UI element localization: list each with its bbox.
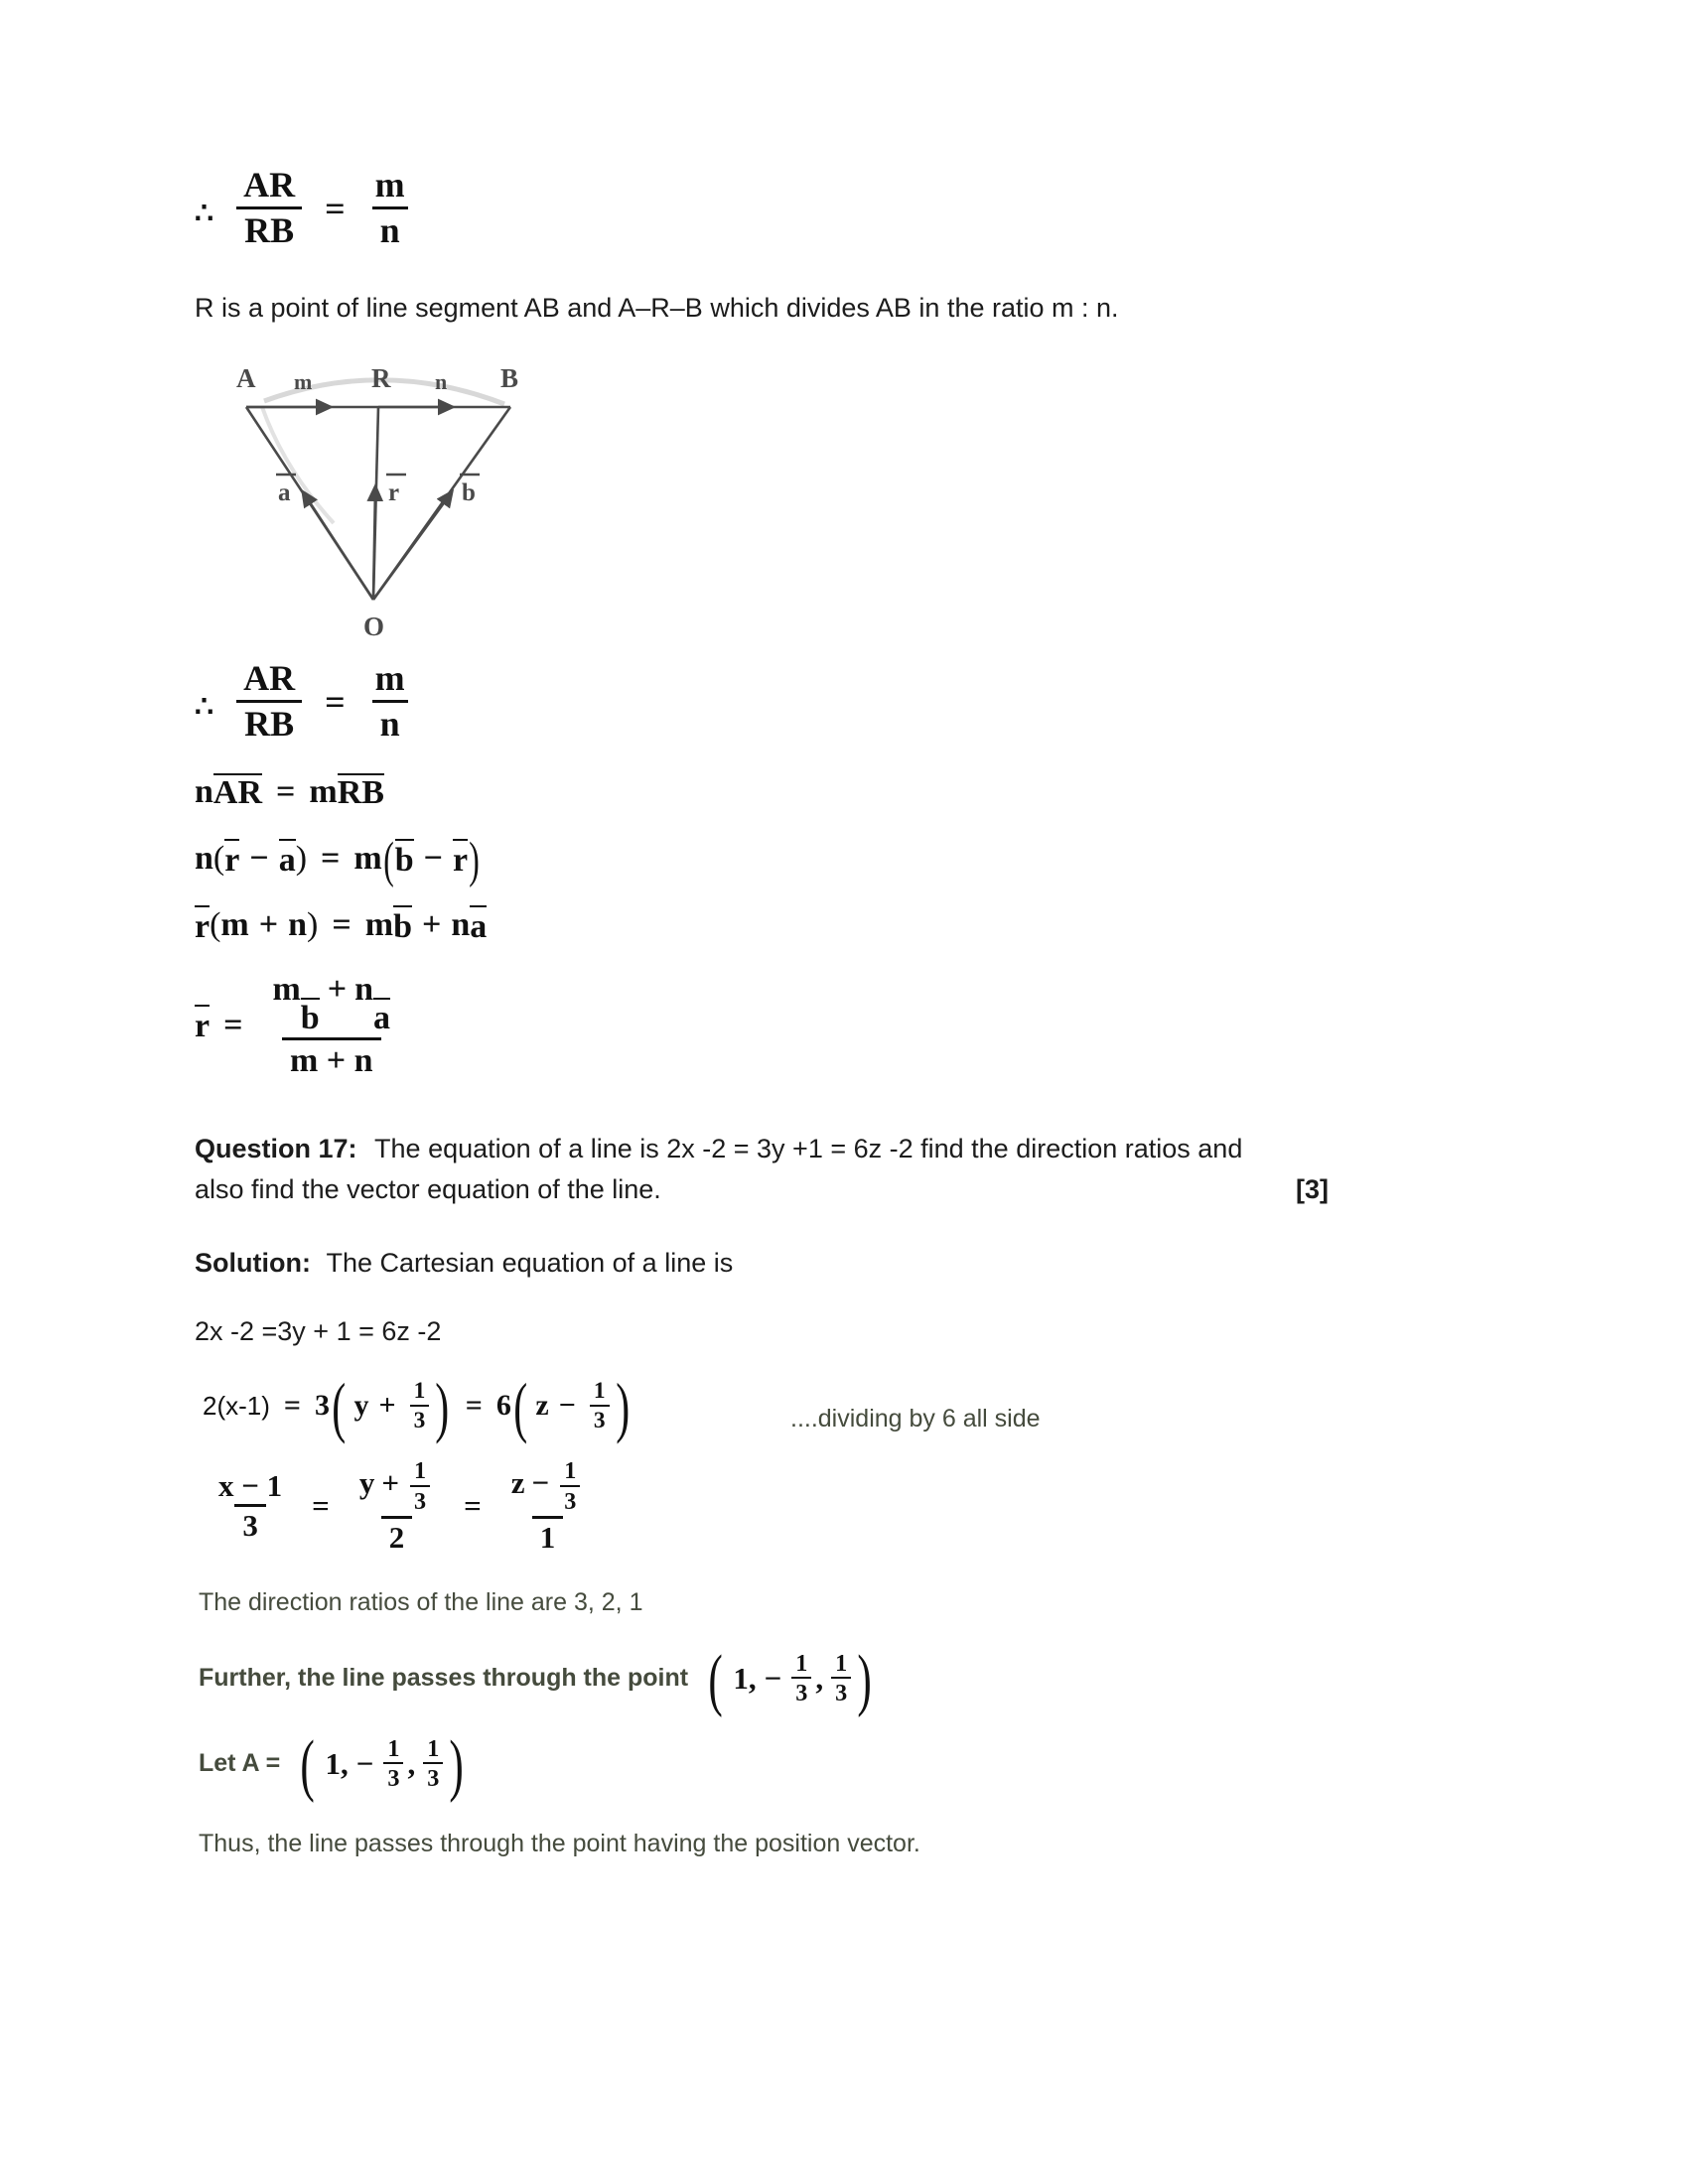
variable-m: m	[220, 906, 249, 944]
coefficient-n: n	[195, 772, 213, 810]
fraction-denominator: n	[372, 206, 408, 250]
equals-sign: =	[276, 772, 296, 810]
equation-nar-mrb	[195, 773, 1336, 811]
fraction-denominator: 3	[410, 1405, 430, 1433]
diagram-label-A: A	[236, 363, 256, 394]
minus-sign: −	[558, 1389, 576, 1423]
fraction-numerator: 1	[387, 1734, 400, 1762]
question-text-line-1: The equation of a line is 2x -2 = 3y +1 = 6z -2 find the direction ratios and	[374, 1134, 1243, 1164]
plus-sign: +	[422, 906, 442, 944]
right-paren: )	[615, 1370, 630, 1445]
page-content	[195, 0, 1336, 1862]
question-text-line-2: also find the vector equation of the line.	[195, 1173, 661, 1204]
vector-r: r	[224, 839, 239, 880]
coefficient-m: m	[364, 906, 394, 944]
right-paren: )	[469, 832, 480, 888]
coefficient-3: 3	[315, 1389, 331, 1423]
fraction-one-third	[410, 1458, 430, 1514]
fraction-denominator: 3	[590, 1405, 610, 1433]
question-line-2	[195, 1169, 1336, 1210]
let-a-label: Let A =	[199, 1748, 281, 1777]
point-statement	[199, 1642, 1336, 1719]
fraction-numerator: 1	[413, 1378, 426, 1405]
variable-n: n	[288, 906, 308, 944]
variable-y: y	[358, 1465, 375, 1501]
fraction-one-third	[410, 1379, 430, 1433]
solution-intro	[195, 1243, 1336, 1284]
plus-sign: +	[381, 1465, 400, 1501]
point-statement-text: Further, the line passes through the point	[199, 1664, 689, 1693]
left-paren: (	[708, 1642, 723, 1719]
fraction-y-term	[352, 1458, 442, 1554]
vector-a: a	[470, 905, 487, 946]
closing-statement: Thus, the line passes through the point having the position vector.	[199, 1829, 920, 1857]
coefficient-n: n	[195, 840, 213, 878]
fraction-denominator: m + n	[282, 1037, 381, 1079]
let-a-statement	[199, 1726, 1336, 1804]
equals-sign: =	[325, 681, 346, 722]
question-label: Question 17:	[195, 1134, 357, 1164]
coefficient-n: n	[451, 906, 471, 944]
vector-rb: RB	[337, 774, 384, 812]
diagram-label-O: O	[363, 612, 385, 642]
vector-a: a	[279, 839, 296, 880]
coefficient-6: 6	[495, 1389, 511, 1423]
equation-expanded-vectors: n ( r − a ) = m ( b − r )	[195, 832, 480, 888]
fraction-denominator: n	[372, 700, 408, 744]
fraction-numerator: AR	[243, 658, 296, 699]
equals-sign: =	[312, 1488, 330, 1524]
direction-ratios-text: The direction ratios of the line are 3, 2, 1	[199, 1587, 643, 1616]
left-paren: (	[332, 1370, 347, 1445]
variable-z: z	[510, 1465, 525, 1501]
question-block	[195, 1129, 1336, 1209]
fraction-numerator: m	[374, 658, 405, 699]
fraction-point-z	[831, 1651, 851, 1706]
minus-sign: −	[249, 840, 269, 878]
fraction-numerator	[264, 972, 398, 1038]
question-marks: [3]	[1296, 1173, 1329, 1204]
equals-sign: =	[464, 1488, 482, 1524]
left-paren: (	[382, 832, 394, 888]
fraction-numerator	[503, 1458, 593, 1516]
fraction-point-z	[423, 1736, 443, 1792]
fraction-denominator: 2	[381, 1516, 413, 1555]
fraction-denominator: 3	[383, 1762, 403, 1791]
fraction-m-n	[367, 660, 413, 744]
lhs-factored: 2(x-1)	[203, 1390, 270, 1421]
fraction-denominator: 1	[532, 1516, 564, 1555]
minus-sign: −	[423, 840, 444, 878]
coefficient-n: n	[354, 970, 374, 1008]
minus-sign: −	[531, 1465, 550, 1501]
comma: ,	[407, 1745, 416, 1781]
fraction-z-term	[503, 1458, 593, 1554]
equals-sign: =	[465, 1389, 483, 1423]
fraction-numerator: 1	[593, 1378, 606, 1405]
point-x: 1	[733, 1660, 749, 1696]
vector-r: r	[453, 839, 468, 880]
diagram-label-n: n	[435, 369, 448, 395]
diagram-label-vector-r: r	[388, 479, 400, 507]
equals-sign: =	[283, 1389, 302, 1423]
plus-sign: +	[258, 906, 279, 944]
left-paren: (	[300, 1726, 316, 1804]
annotation-dividing-note: ....dividing by 6 all side	[790, 1405, 1041, 1433]
coefficient-m: m	[309, 772, 338, 810]
fraction-one-third	[560, 1458, 580, 1514]
vector-r: r	[195, 905, 210, 946]
fraction-numerator: 1	[795, 1650, 808, 1678]
fraction-numerator: 1	[427, 1734, 440, 1762]
fraction-denominator: 3	[791, 1677, 811, 1706]
diagram-label-R: R	[371, 363, 391, 394]
diagram-label-vector-b: b	[462, 479, 476, 507]
fraction-one-third	[590, 1379, 610, 1433]
therefore-symbol: ∴	[195, 690, 214, 724]
minus-sign: −	[764, 1660, 782, 1696]
equals-sign: =	[325, 188, 346, 228]
fraction-numerator: 1	[564, 1457, 577, 1485]
fraction-denominator: 3	[831, 1677, 851, 1706]
solution-intro-text: The Cartesian equation of a line is	[326, 1248, 734, 1279]
vector-b: b	[300, 999, 320, 1036]
plus-sign: +	[378, 1389, 396, 1423]
fraction-denominator: RB	[236, 206, 302, 250]
equation-ratio-top	[195, 167, 1336, 250]
fraction-denominator: 3	[410, 1485, 430, 1514]
vector-b: b	[393, 905, 412, 946]
paragraph-point-description: R is a point of line segment AB and A–R–B which divides AB in the ratio m : n.	[195, 292, 1119, 323]
fraction-denominator: RB	[236, 700, 302, 744]
fraction-m-n	[367, 167, 413, 250]
right-paren: )	[435, 1370, 450, 1445]
fraction-numerator: x − 1	[218, 1467, 283, 1503]
diagram-label-m: m	[294, 369, 313, 395]
diagram-label-B: B	[500, 363, 519, 394]
step-factored-equation	[195, 1370, 1336, 1445]
comma: ,	[748, 1660, 757, 1696]
vector-b: b	[395, 839, 414, 880]
equals-sign: =	[223, 1006, 243, 1043]
cartesian-equation-text: 2x -2 =3y + 1 = 6z -2	[195, 1315, 442, 1346]
vector-triangle-svg	[224, 349, 542, 647]
fraction-x-term	[211, 1467, 290, 1544]
fraction-numerator: AR	[243, 165, 296, 205]
equation-section-formula-result	[195, 972, 1336, 1079]
question-line-1	[195, 1129, 1336, 1169]
comma: ,	[340, 1745, 349, 1781]
fraction-point-y	[383, 1736, 403, 1792]
coefficient-m: m	[353, 840, 382, 878]
therefore-symbol: ∴	[195, 197, 214, 230]
comma: ,	[815, 1660, 824, 1696]
variable-z: z	[535, 1389, 549, 1423]
fraction-denominator: 3	[423, 1762, 443, 1791]
minus-sign: −	[355, 1745, 374, 1781]
fraction-denominator: 3	[234, 1504, 266, 1543]
vector-a: a	[373, 999, 391, 1036]
vector-r: r	[195, 1005, 210, 1045]
variable-y: y	[353, 1389, 369, 1423]
right-paren: )	[857, 1642, 873, 1719]
equation-ratio-repeat	[195, 660, 1336, 744]
diagram-label-vector-a: a	[278, 479, 291, 507]
equals-sign: =	[332, 906, 352, 944]
fraction-point-y	[791, 1651, 811, 1706]
fraction-numerator: m	[374, 165, 405, 205]
equation-r-times-sum: r ( m + n ) = m b + n a	[195, 906, 488, 945]
vector-ar: AR	[212, 774, 263, 812]
solution-label: Solution:	[195, 1248, 311, 1279]
fraction-numerator: 1	[835, 1650, 848, 1678]
fraction-numerator	[352, 1458, 442, 1516]
fraction-denominator: 3	[560, 1485, 580, 1514]
fraction-ar-rb	[235, 660, 303, 744]
fraction-numerator: 1	[414, 1457, 427, 1485]
right-paren: )	[449, 1726, 465, 1804]
plus-sign: +	[327, 970, 348, 1008]
equals-sign: =	[321, 840, 341, 878]
fraction-ar-rb	[235, 167, 303, 250]
left-paren: (	[513, 1370, 528, 1445]
symmetric-form-equation	[195, 1458, 1336, 1554]
triangle-diagram	[224, 349, 1336, 652]
fraction-section-formula	[264, 972, 398, 1079]
point-x: 1	[325, 1745, 341, 1781]
coefficient-m: m	[272, 970, 301, 1008]
